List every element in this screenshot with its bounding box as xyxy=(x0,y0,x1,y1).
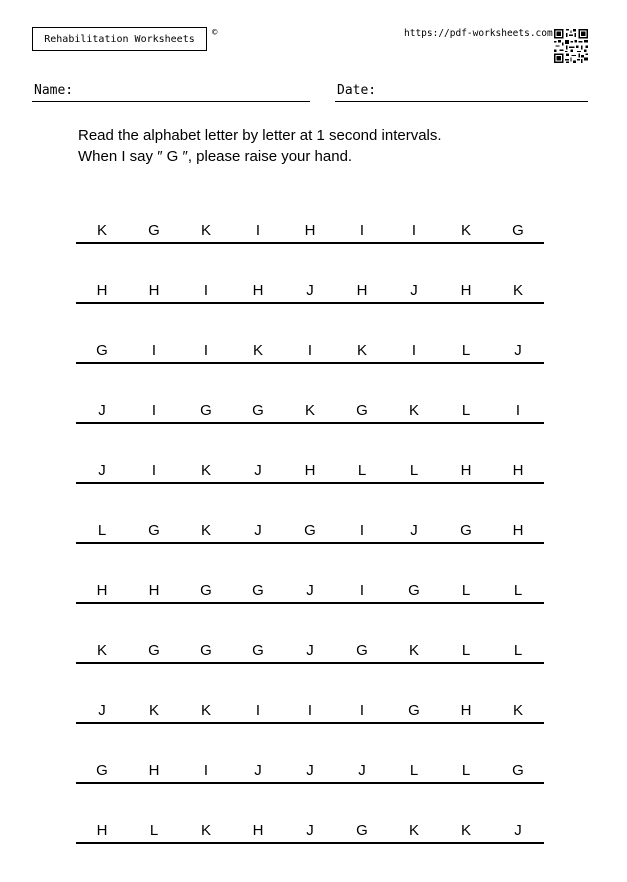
letter-cell: J xyxy=(358,762,366,779)
letter-cell: K xyxy=(148,702,159,719)
letter-row xyxy=(76,638,544,664)
letter-cell: J xyxy=(254,762,262,779)
letter-cell: J xyxy=(306,762,314,779)
letter-cell: I xyxy=(203,762,209,779)
letter-cell: H xyxy=(96,822,108,839)
letter-cell: G xyxy=(252,402,264,419)
letter-row xyxy=(76,218,544,244)
site-url[interactable]: https://pdf-worksheets.com xyxy=(404,28,553,39)
letter-cell: J xyxy=(254,522,262,539)
letter-cell: L xyxy=(461,342,471,359)
letter-row xyxy=(76,398,544,424)
letter-grid xyxy=(76,218,544,878)
letter-cell: K xyxy=(408,402,419,419)
letter-cell: I xyxy=(203,342,209,359)
instruction-line: When I say ″ G ″, please raise your hand. xyxy=(78,148,353,165)
name-label: Name: xyxy=(34,83,74,98)
letter-cell: L xyxy=(461,762,471,779)
letter-cell: H xyxy=(304,462,316,479)
letter-cell: G xyxy=(200,402,212,419)
letter-cell: K xyxy=(408,822,419,839)
letter-row xyxy=(76,578,544,604)
letter-cell: G xyxy=(96,342,108,359)
letter-row xyxy=(76,758,544,784)
letter-cell: I xyxy=(359,522,365,539)
letter-cell: K xyxy=(96,642,107,659)
worksheet-title: Rehabilitation Worksheets xyxy=(32,27,207,51)
date-field[interactable] xyxy=(335,82,588,102)
letter-row xyxy=(76,338,544,364)
letter-cell: G xyxy=(252,642,264,659)
letter-cell: L xyxy=(461,582,471,599)
letter-cell: I xyxy=(411,342,417,359)
letter-cell: L xyxy=(409,462,419,479)
letter-cell: J xyxy=(98,702,106,719)
letter-cell: I xyxy=(307,342,313,359)
date-label: Date: xyxy=(337,83,377,98)
letter-cell: G xyxy=(96,762,108,779)
letter-cell: K xyxy=(512,282,523,299)
letter-cell: H xyxy=(460,282,472,299)
letter-cell: K xyxy=(200,222,211,239)
letter-cell: K xyxy=(200,822,211,839)
letter-cell: G xyxy=(252,582,264,599)
letter-cell: K xyxy=(200,462,211,479)
letter-cell: L xyxy=(149,822,159,839)
letter-cell: K xyxy=(408,642,419,659)
letter-cell: I xyxy=(255,702,261,719)
letter-cell: G xyxy=(460,522,472,539)
letter-row xyxy=(76,458,544,484)
letter-cell: I xyxy=(255,222,261,239)
letter-cell: L xyxy=(461,402,471,419)
letter-cell: H xyxy=(356,282,368,299)
letter-cell: I xyxy=(359,582,365,599)
letter-cell: H xyxy=(96,582,108,599)
letter-cell: G xyxy=(200,642,212,659)
letter-cell: H xyxy=(148,762,160,779)
letter-cell: L xyxy=(461,642,471,659)
instruction-line: Read the alphabet letter by letter at 1 second intervals. xyxy=(78,127,442,144)
letter-cell: G xyxy=(356,642,368,659)
letter-cell: I xyxy=(151,462,157,479)
letter-cell: G xyxy=(512,222,524,239)
letter-cell: I xyxy=(151,402,157,419)
name-field[interactable] xyxy=(32,82,310,102)
letter-cell: K xyxy=(304,402,315,419)
letter-cell: K xyxy=(460,822,471,839)
letter-row xyxy=(76,698,544,724)
letter-cell: J xyxy=(306,822,314,839)
letter-cell: G xyxy=(148,522,160,539)
letter-cell: H xyxy=(304,222,316,239)
letter-cell: L xyxy=(409,762,419,779)
letter-cell: K xyxy=(512,702,523,719)
letter-cell: G xyxy=(200,582,212,599)
letter-cell: K xyxy=(252,342,263,359)
letter-cell: L xyxy=(97,522,107,539)
letter-cell: K xyxy=(200,702,211,719)
letter-cell: K xyxy=(460,222,471,239)
letter-cell: H xyxy=(252,282,264,299)
letter-cell: J xyxy=(98,462,106,479)
letter-cell: J xyxy=(306,282,314,299)
letter-cell: H xyxy=(512,522,524,539)
letter-cell: I xyxy=(203,282,209,299)
letter-cell: G xyxy=(148,222,160,239)
letter-cell: I xyxy=(307,702,313,719)
instructions xyxy=(78,125,442,167)
letter-cell: G xyxy=(148,642,160,659)
letter-cell: J xyxy=(410,282,418,299)
letter-cell: G xyxy=(408,582,420,599)
letter-cell: H xyxy=(460,462,472,479)
letter-cell: J xyxy=(514,342,522,359)
letter-cell: H xyxy=(96,282,108,299)
letter-cell: J xyxy=(306,582,314,599)
letter-cell: G xyxy=(356,822,368,839)
letter-cell: I xyxy=(411,222,417,239)
letter-cell: K xyxy=(200,522,211,539)
letter-cell: H xyxy=(148,582,160,599)
letter-cell: I xyxy=(359,222,365,239)
letter-cell: G xyxy=(356,402,368,419)
letter-cell: H xyxy=(148,282,160,299)
letter-cell: H xyxy=(460,702,472,719)
letter-cell: H xyxy=(252,822,264,839)
letter-cell: L xyxy=(513,582,523,599)
letter-cell: K xyxy=(356,342,367,359)
letter-cell: L xyxy=(357,462,367,479)
copyright-symbol: © xyxy=(212,28,218,38)
letter-cell: H xyxy=(512,462,524,479)
letter-cell: I xyxy=(359,702,365,719)
letter-row xyxy=(76,278,544,304)
letter-cell: L xyxy=(513,642,523,659)
letter-cell: G xyxy=(408,702,420,719)
letter-cell: J xyxy=(410,522,418,539)
letter-cell: I xyxy=(151,342,157,359)
letter-cell: I xyxy=(515,402,521,419)
letter-row xyxy=(76,818,544,844)
letter-row xyxy=(76,518,544,544)
letter-cell: K xyxy=(96,222,107,239)
letter-cell: J xyxy=(514,822,522,839)
letter-cell: G xyxy=(512,762,524,779)
qr-code-icon xyxy=(554,29,588,63)
letter-cell: J xyxy=(306,642,314,659)
letter-cell: J xyxy=(254,462,262,479)
letter-cell: J xyxy=(98,402,106,419)
letter-cell: G xyxy=(304,522,316,539)
